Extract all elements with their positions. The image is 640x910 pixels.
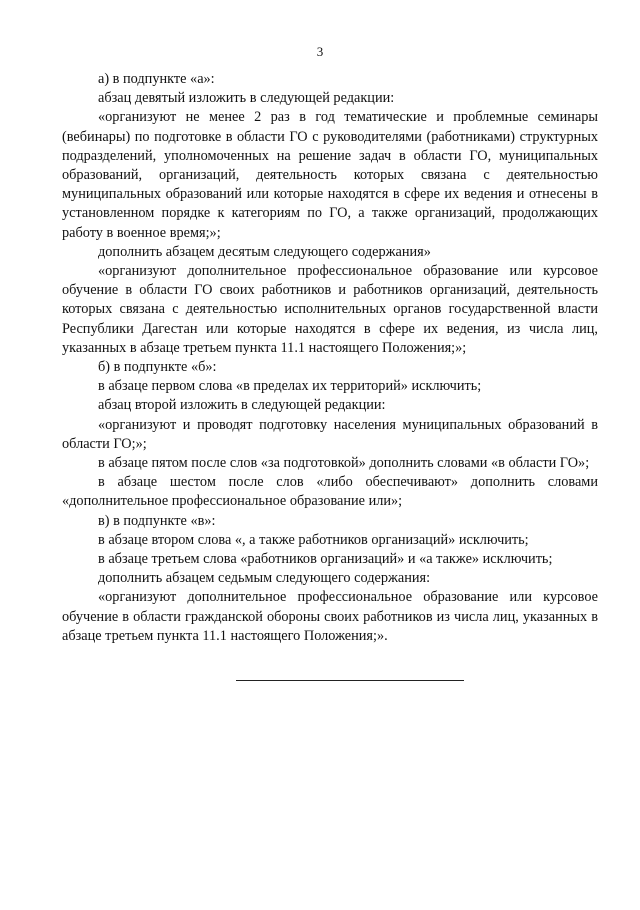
paragraph-sixth-add: в абзаце шестом после слов «либо обеспечивают» дополнить словами «дополнительное профессиональное образование или»; bbox=[62, 474, 598, 510]
document-body bbox=[62, 70, 598, 646]
paragraph-add-seventh: дополнить абзацем седьмым следующего содержания: bbox=[98, 570, 431, 587]
paragraph-subitem-c: в) в подпункте «в»: bbox=[98, 512, 216, 529]
paragraph-add-tenth: дополнить абзацем десятым следующего содержания» bbox=[98, 243, 431, 260]
paragraph-first-exclude: в абзаце первом слова «в пределах их территорий» исключить; bbox=[98, 378, 482, 395]
paragraph-civil-defense-quote: «организуют дополнительное профессиональное образование или курсовое обучение в области гражданской обороны своих работников из числа лиц, указанных в абзаце третьем пункта 11.1 настоящего Положения;». bbox=[62, 589, 598, 644]
paragraph-education-quote: «организуют дополнительное профессиональное образование или курсовое обучение в области ГО своих работников и работников организаций, деятельность которых связана с деятельностью исполнительных органов государственной власти Республики Дагестан или которые находятся в сфере их ведения, из числа лиц, указанных в абзаце третьем пункта 11.1 настоящего Положения;»; bbox=[62, 263, 598, 356]
paragraph-ninth-edit: абзац девятый изложить в следующей редакции: bbox=[98, 90, 395, 107]
paragraph-training-quote: «организуют и проводят подготовку населения муниципальных образований в области ГО;»; bbox=[62, 416, 598, 452]
end-divider bbox=[236, 680, 464, 681]
paragraph-fifth-add: в абзаце пятом после слов «за подготовкой» дополнить словами «в области ГО»; bbox=[98, 455, 590, 472]
paragraph-subitem-b: б) в подпункте «б»: bbox=[98, 359, 217, 376]
paragraph-third-exclude: в абзаце третьем слова «работников организаций» и «а также» исключить; bbox=[98, 551, 553, 568]
paragraph-second-edit: абзац второй изложить в следующей редакции: bbox=[98, 397, 386, 414]
paragraph-second-exclude: в абзаце втором слова «, а также работников организаций» исключить; bbox=[98, 531, 529, 548]
paragraph-seminars-quote: «организуют не менее 2 раз в год тематические и проблемные семинары (вебинары) по подготовке в области ГО с руководителями (работниками) структурных подразделений, уполномоченных на решение задач в области ГО, муниципальных образований, организаций, деятельность которых связана с деятельностью муниципальных образований или которые находятся в сфере их ведения и отнесены в установленном порядке к категориям по ГО, а также организаций, продолжающих работу в военное время;»; bbox=[62, 109, 598, 241]
paragraph-subitem-a: а) в подпункте «а»: bbox=[98, 71, 215, 87]
page-number: 3 bbox=[316, 44, 324, 59]
